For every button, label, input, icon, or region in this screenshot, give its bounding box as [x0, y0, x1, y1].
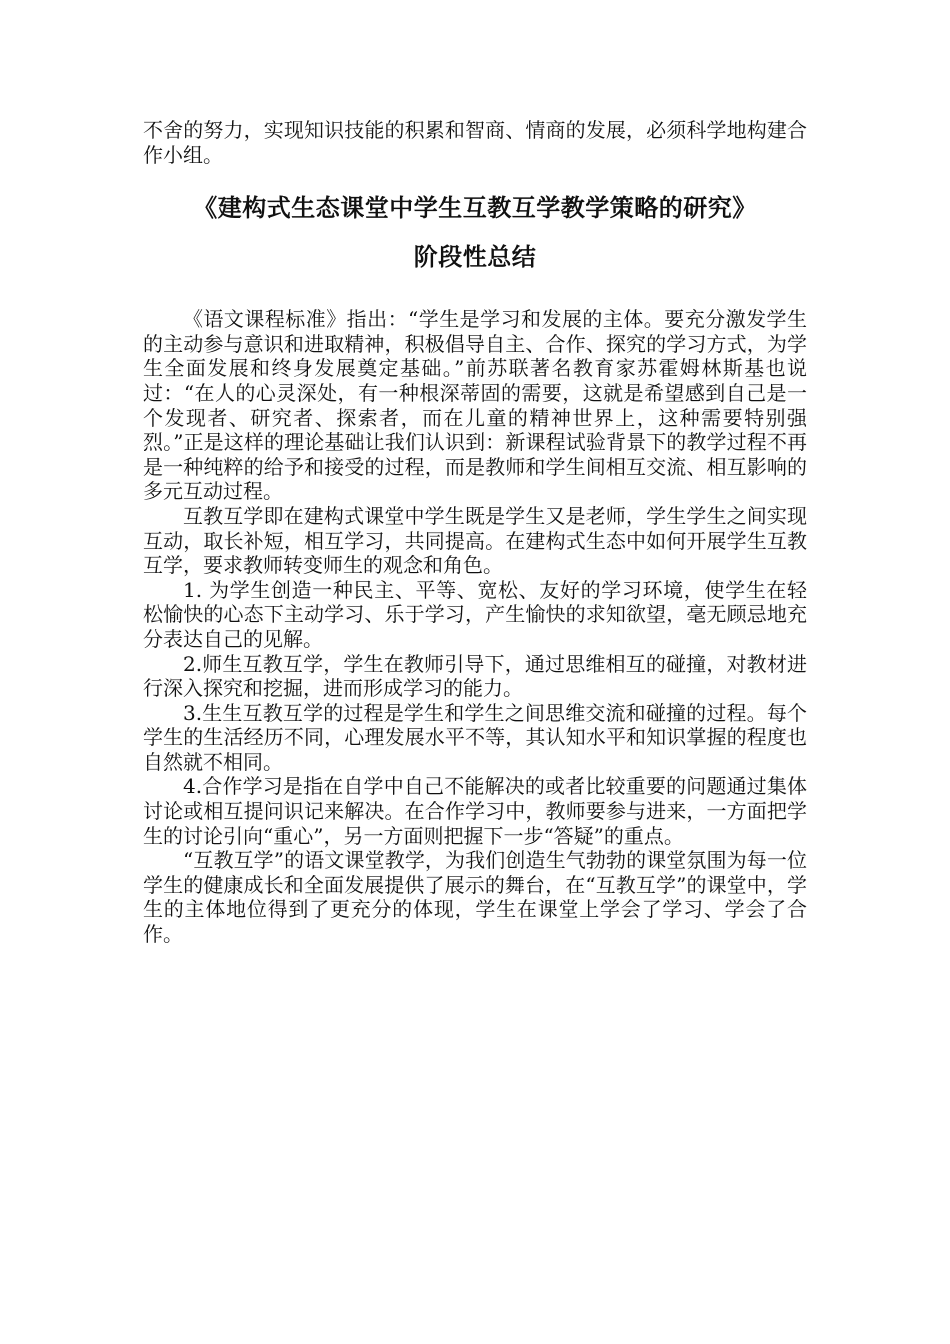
document-subtitle: 阶段性总结: [413, 243, 537, 272]
document-title: 《建构式生态课堂中学生互教互学教学策略的研究》: [193, 194, 757, 223]
list-item-4: 4.合作学习是指在自学中自己不能解决的或者比较重要的问题通过集体讨论或相互提问识记来解决。在合作学习中，教师要参与进来，一方面把学生的讨论引向“重心”，另一方面则把握下一步“答疑”的重点。: [143, 774, 807, 848]
document-page: [143, 118, 807, 947]
list-item-2: 2.师生互教互学，学生在教师引导下，通过思维相互的碰撞，对教材进行深入探究和挖掘，进而形成学习的能力。: [143, 651, 807, 701]
lead-paragraph: 不舍的努力，实现知识技能的积累和智商、情商的发展，必须科学地构建合作小组。: [143, 118, 807, 167]
list-item-1: 1. 为学生创造一种民主、平等、宽松、友好的学习环境，使学生在轻松愉快的心态下主动学习、乐于学习，产生愉快的求知欲望，毫无顾忌地充分表达自己的见解。: [143, 577, 807, 651]
body-paragraph-1: 《语文课程标准》指出：“学生是学习和发展的主体。要充分激发学生的主动参与意识和进取精神，积极倡导自主、合作、探究的学习方式，为学生全面发展和终身发展奠定基础。”前苏联著名教育家苏霍姆林斯基也说过：“在人的心灵深处，有一种根深蒂固的需要，这就是希望感到自己是一个发现者、研究者、探索者，而在儿童的精神世界上，这种需要特别强烈。”正是这样的理论基础让我们认识到：新课程试验背景下的教学过程不再是一种纯粹的给予和接受的过程，而是教师和学生间相互交流、相互影响的多元互动过程。: [143, 307, 807, 504]
closing-paragraph: “互教互学”的语文课堂教学，为我们创造生气勃勃的课堂氛围为每一位学生的健康成长和全面发展提供了展示的舞台，在“互教互学”的课堂中，学生的主体地位得到了更充分的体现，学生在课堂上学会了学习、学会了合作。: [143, 848, 807, 947]
list-item-3: 3.生生互教互学的过程是学生和学生之间思维交流和碰撞的过程。每个学生的生活经历不同，心理发展水平不等，其认知水平和知识掌握的程度也自然就不相同。: [143, 700, 807, 774]
body-paragraph-2: 互教互学即在建构式课堂中学生既是学生又是老师，学生学生之间实现互动，取长补短，相互学习，共同提高。在建构式生态中如何开展学生互教互学，要求教师转变师生的观念和角色。: [143, 503, 807, 578]
